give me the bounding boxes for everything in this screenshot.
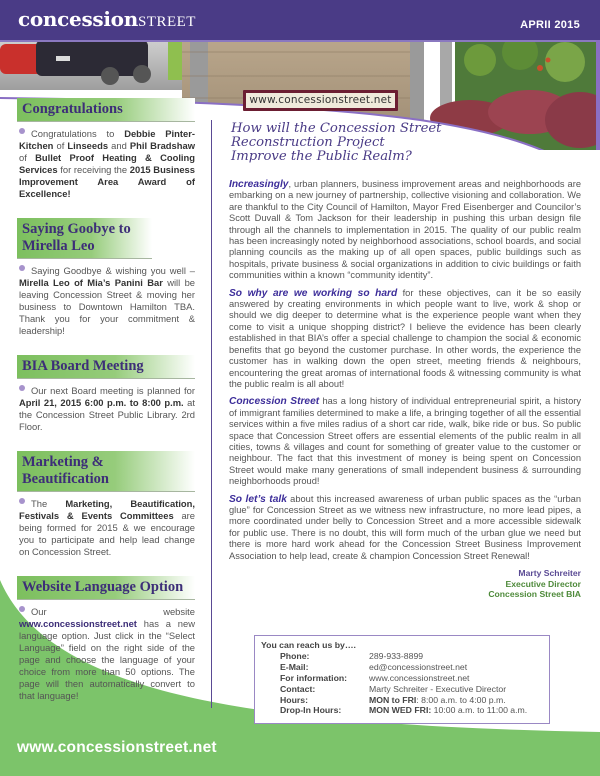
sidebar-section-language bbox=[17, 576, 195, 702]
body-text: are being formed for 2015 & we encourage you to participate and help lead change on Concession Street. bbox=[19, 510, 195, 557]
body-text: Saying Goodbye & wishing you well – bbox=[31, 265, 195, 276]
bullet-icon bbox=[19, 265, 25, 271]
section-heading: Marketing & Beautification bbox=[17, 451, 195, 492]
contact-label: Phone: bbox=[280, 650, 310, 661]
email-value[interactable]: ed@concessionstreet.net bbox=[369, 661, 468, 672]
section-heading: Saying Goobye to Mirella Leo bbox=[17, 218, 152, 259]
hours-times: : 8:00 a.m. to 4:00 p.m. bbox=[416, 694, 506, 705]
logo-thin-text: STREET bbox=[137, 14, 196, 30]
paragraph-text: for these objectives, can it be so easily answered by creating environments in which people want to live, work & shop or should we dig deeper to determine what is the experience people want when they come to visit a unique shopping district? I believe the evidence has been clearly established in that BIA’s offer a special challenge to champion the social & economic benefits that go beyond the customer purchase. In other words, the experience the customer has in walking down the open street, meeting friends & neighbours, encountering the great aromas of international foods & witnessing community is what the public realm is all about! bbox=[229, 287, 581, 389]
signature-org: Concession Street BIA bbox=[488, 589, 581, 600]
article-paragraph bbox=[229, 396, 581, 487]
section-heading: BIA Board Meeting bbox=[17, 355, 195, 379]
sidebar bbox=[17, 98, 195, 720]
paragraph-lead: Increasingly bbox=[229, 179, 289, 190]
body-text: Our next Board meeting is planned for bbox=[31, 385, 195, 396]
column-divider bbox=[211, 120, 212, 708]
footer-website-link[interactable]: www.concessionstreet.net bbox=[17, 739, 217, 756]
body-text: Our website bbox=[31, 606, 195, 617]
contact-box bbox=[254, 635, 550, 724]
award-name: 2015 Business Improvement Area Award of Excellence! bbox=[19, 164, 195, 199]
headline-line: Reconstruction Project bbox=[231, 135, 385, 150]
contact-label: Hours: bbox=[280, 694, 308, 705]
paragraph-text: has a long history of individual entrepreneurial spirit, a history of immigrant families determined to make a life, a bringing together of all the essential services within a five miles radius of a short car ride, walk, bike ride or bus. So public space that Concession Street offers are essential elements of the public realm in all cities, towns & villages and count for something of greater value to the customer or neighbour. The fact that this investment of money is being spent on Concession Street would make many generations of small independent business & surrounding neighborhoods proud! bbox=[229, 396, 581, 487]
contact-label: Contact: bbox=[280, 683, 316, 694]
name-phil: Phil Bradshaw bbox=[129, 140, 195, 151]
hours-value bbox=[369, 695, 506, 706]
body-text: for receiving the bbox=[57, 164, 130, 175]
body-text: and bbox=[108, 140, 130, 151]
contact-label: Drop-In Hours: bbox=[280, 705, 342, 716]
phone-value[interactable]: 289-933-8899 bbox=[369, 650, 424, 661]
masthead bbox=[0, 0, 600, 40]
paragraph-text: , urban planners, business improvement areas and neighborhoods are embarking on a new journey of partnership, collective visioning and collaboration. We are thankful to the City Council of Hamilton, Mayor Fred Eisenberger and Councilor’s Scott Duvall & Tom Jackson for their leadership in pushing this urban design file through all the channels to implementation in 2015. The quality of our public realm has been increasingly noted by neighborhood associations, school boards, and social planning councils as the making up of all open spaces, public buildings such as hospitals, private business & social organizations in addition to civic buildings or faith communities within a known “community identity”. bbox=[229, 179, 581, 281]
body-text: of bbox=[53, 140, 68, 151]
body-text: will be leaving Concession Street & moving her business to Downtown Hamilton TBA. Thank you for your commitment & leadership! bbox=[19, 277, 195, 336]
contact-person-value: Marty Schreiter - Executive Director bbox=[369, 683, 507, 694]
bullet-icon bbox=[19, 606, 25, 612]
contact-label: E-Mail: bbox=[280, 661, 309, 672]
contact-row-info bbox=[261, 673, 543, 684]
signature-name: Marty Schreiter bbox=[518, 568, 581, 578]
name-mirella: Mirella Leo of Mia’s Panini Bar bbox=[19, 277, 163, 288]
contact-row-hours bbox=[261, 695, 543, 706]
article-headline bbox=[231, 122, 581, 164]
dropin-days: MON WED FRI: bbox=[369, 705, 432, 716]
hours-days: MON to FRI bbox=[369, 694, 417, 705]
business-bullet-proof: Bullet Proof Heating & Cooling Services bbox=[19, 152, 195, 175]
headline-line: Improve the Public Realm? bbox=[231, 149, 412, 164]
article-paragraph bbox=[229, 288, 581, 391]
section-body bbox=[17, 379, 195, 433]
sidebar-section-board-meeting bbox=[17, 355, 195, 433]
dropin-value bbox=[369, 705, 527, 716]
contact-row-contact bbox=[261, 684, 543, 695]
sidebar-section-marketing bbox=[17, 451, 195, 558]
name-debbie: Debbie Pinter-Kitchen bbox=[19, 128, 195, 151]
website-link[interactable]: www.concessionstreet.net bbox=[19, 618, 137, 629]
signature-title: Executive Director bbox=[505, 578, 581, 589]
meeting-datetime: April 21, 2015 6:00 p.m. to 8:00 p.m. bbox=[19, 397, 184, 408]
headline-line: How will the Concession Street bbox=[231, 121, 442, 136]
body-text: has a new language option. Just click in the “Select Language” field on the right side of the page and choose the language of your choice from more than 50 options. The page will then automatically convert to that language! bbox=[19, 618, 195, 701]
contact-row-phone bbox=[261, 651, 543, 662]
bullet-icon bbox=[19, 385, 25, 391]
section-body bbox=[17, 259, 195, 337]
issue-date: APRII 2015 bbox=[520, 19, 580, 31]
paragraph-lead: So why are we working so hard bbox=[229, 287, 398, 299]
paragraph-lead: Concession Street bbox=[229, 396, 320, 408]
section-heading: Website Language Option bbox=[17, 576, 195, 600]
bullet-icon bbox=[19, 498, 25, 504]
paragraph-text: about this increased awareness of urban public spaces as the “urban glue” for Concession Street as we witness new infrastructure, no more lead pipes, a more coordinated under belly to Concession Street and a more accessible sidewalk for public use. There is no doubt, this will form much of the urban glue we need but there is more hard work ahead for the Concession Street Business Improvement Association to help lead, create & champion Concession Street Renewal! bbox=[229, 493, 581, 561]
contact-row-email bbox=[261, 662, 543, 673]
contact-title: You can reach us by…. bbox=[261, 640, 356, 650]
section-body bbox=[17, 600, 195, 702]
committees-name: Marketing, Beautification, Festivals & Events Committees bbox=[19, 498, 195, 521]
bullet-icon bbox=[19, 128, 25, 134]
section-body bbox=[17, 122, 195, 200]
body-text: of bbox=[19, 152, 36, 163]
article-paragraph bbox=[229, 494, 581, 562]
section-heading: Congratulations bbox=[17, 98, 195, 122]
sidebar-section-congratulations bbox=[17, 98, 195, 200]
contact-label: For information: bbox=[280, 672, 348, 683]
contact-row-dropin bbox=[261, 705, 543, 716]
paragraph-lead: So let’s talk bbox=[229, 493, 287, 505]
business-linseeds: Linseeds bbox=[67, 140, 109, 151]
article bbox=[229, 122, 581, 600]
body-text: Congratulations to bbox=[31, 128, 125, 139]
logo bbox=[18, 9, 196, 30]
section-body bbox=[17, 492, 195, 558]
street-sign bbox=[243, 90, 398, 111]
street-sign-text: www.concessionstreet.net bbox=[246, 93, 395, 108]
logo-bold-text: concession bbox=[18, 7, 138, 31]
article-paragraph bbox=[229, 179, 581, 282]
body-text: at the Concession Street Public Library. 2rd Floor. bbox=[19, 397, 195, 432]
signature-block bbox=[229, 568, 581, 600]
dropin-times: 10:00 a.m. to 11:00 a.m. bbox=[431, 705, 528, 716]
sidebar-section-goodbye bbox=[17, 218, 195, 337]
body-text: The bbox=[31, 498, 66, 509]
website-value[interactable]: www.concessionstreet.net bbox=[369, 672, 470, 683]
